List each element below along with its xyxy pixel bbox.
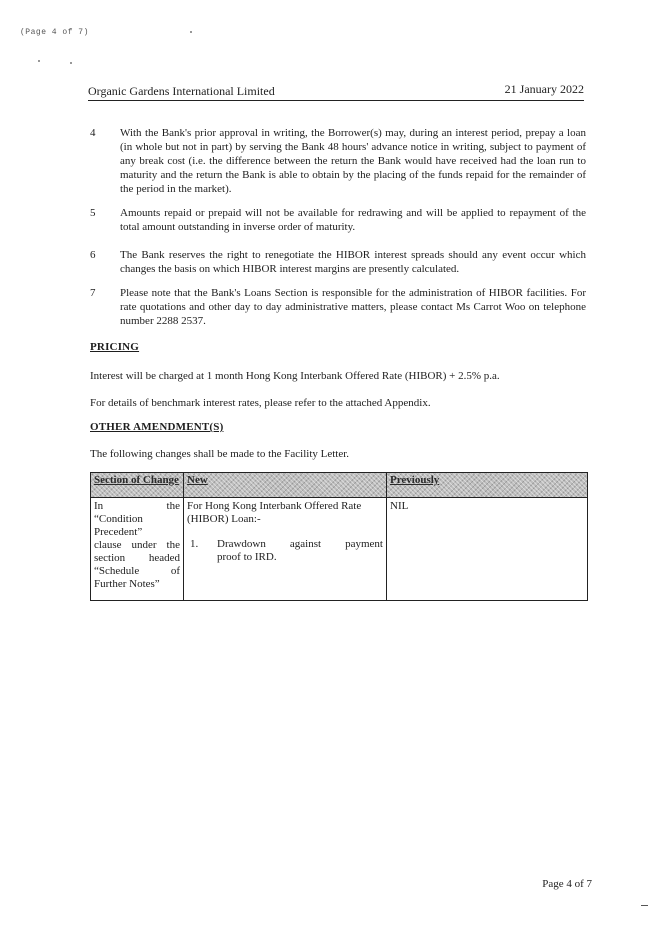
column-header-section: Section of Change (91, 473, 184, 498)
fax-page-stamp: (Page 4 of 7) (20, 28, 89, 37)
section-line: “Condition (94, 513, 143, 525)
table-row (91, 498, 588, 601)
clause-number: 7 (90, 287, 96, 299)
clause-text: Please note that the Bank's Loans Section is responsible for the administration of HIBOR facilities. For rate quotations and other day to day administrative matters, please contact Ms Carrot Woo on telephone number 2288 2537. (120, 287, 586, 327)
previously-cell: NIL (387, 498, 588, 601)
pricing-heading: PRICING (90, 341, 140, 353)
list-item (187, 538, 383, 564)
column-header-previously: Previously (387, 473, 588, 498)
new-cell (184, 498, 387, 601)
section-line: Further Notes” (94, 578, 160, 590)
page-number: Page 4 of 7 (542, 878, 592, 890)
new-intro-text: For Hong Kong Interbank Offered Rate (HIBOR) Loan:- (187, 500, 362, 525)
amendments-intro: The following changes shall be made to the Facility Letter. (90, 448, 350, 460)
section-line: section headed (94, 552, 180, 564)
pricing-rate-text: Interest will be charged at 1 month Hong Kong Interbank Offered Rate (HIBOR) + 2.5% p.a. (90, 370, 500, 382)
clause-text: With the Bank's prior approval in writing, the Borrower(s) may, during an interest period, prepay a loan (in whole but not in part) by serving the Bank 48 hours' advance notice in writing, subject to payment of any break cost (i.e. the difference between the return the Bank would have received had the loan run to maturity and the return the Bank is able to obtain by the placing of the funds repaid for the remainder of the period in the market). (120, 127, 586, 195)
section-line: clause under the (94, 539, 180, 551)
amendments-table (90, 472, 588, 601)
pricing-appendix-text: For details of benchmark interest rates, please refer to the attached Appendix. (90, 397, 431, 409)
letter-date: 21 January 2022 (504, 82, 584, 96)
section-line: In the (94, 500, 180, 512)
scan-speck (38, 60, 40, 62)
scan-speck (70, 62, 72, 64)
list-item-text: proof to IRD. (217, 551, 277, 563)
clause-text: Amounts repaid or prepaid will not be available for redrawing and will be applied to repayment of the total amount outstanding in inverse order of maturity. (120, 207, 586, 233)
section-of-change-cell (91, 498, 184, 601)
list-item-number: 1. (190, 538, 199, 550)
list-item-text: Drawdown against payment (217, 538, 383, 550)
section-line: Precedent” (94, 526, 143, 538)
section-line: “Schedule of (94, 565, 180, 577)
document-header (88, 84, 584, 101)
column-header-new: New (184, 473, 387, 498)
clause-number: 4 (90, 127, 96, 139)
company-name: Organic Gardens International Limited (88, 84, 275, 98)
scan-mark (641, 905, 648, 906)
amendments-heading: OTHER AMENDMENT(S) (90, 421, 224, 433)
clause-number: 6 (90, 249, 96, 261)
clause-text: The Bank reserves the right to renegotiate the HIBOR interest spreads should any event occur which changes the basis on which HIBOR interest margins are presently calculated. (120, 249, 586, 275)
scan-speck (190, 31, 192, 33)
clause-number: 5 (90, 207, 96, 219)
table-header-row (91, 473, 588, 498)
